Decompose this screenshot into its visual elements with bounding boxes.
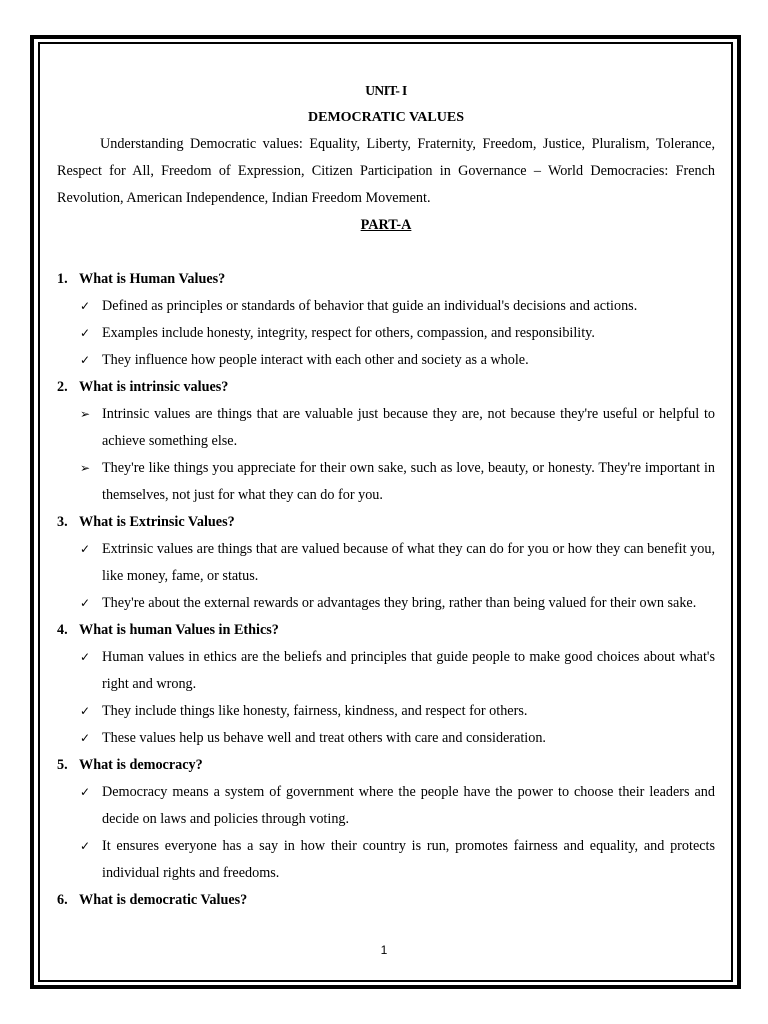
checkmark-bullet-icon: ✓ (80, 839, 91, 853)
question-heading (57, 617, 715, 644)
answer-item (57, 833, 715, 887)
part-heading: PART-A (360, 217, 412, 233)
section-title: DEMOCRATIC VALUES (308, 110, 464, 125)
answer-list (57, 644, 715, 752)
answer-text: Democracy means a system of government where the people have the power to choose their leaders and decide on laws and policies through voting. (102, 784, 715, 827)
checkmark-bullet-icon: ✓ (80, 299, 91, 313)
question-heading (57, 374, 715, 401)
answer-list (57, 293, 715, 374)
question-text: What is democracy? (79, 757, 203, 773)
answer-text: Human values in ethics are the beliefs and principles that guide people to make good choices about what's right and wrong. (102, 649, 715, 692)
answer-item (57, 455, 715, 509)
question-list (57, 266, 715, 914)
answer-text: Extrinsic values are things that are valued because of what they can do for you or how they can benefit you, like money, fame, or status. (102, 541, 715, 584)
checkmark-bullet-icon: ✓ (80, 596, 91, 610)
question-number: 4. (57, 622, 68, 638)
unit-heading: UNIT- I (365, 83, 407, 98)
page-number: 1 (380, 943, 388, 957)
answer-item (57, 536, 715, 590)
checkmark-bullet-icon: ✓ (80, 353, 91, 367)
answer-item (57, 698, 715, 725)
answer-item (57, 644, 715, 698)
checkmark-bullet-icon: ✓ (80, 542, 91, 556)
answer-item (57, 401, 715, 455)
question-text: What is Extrinsic Values? (79, 514, 235, 530)
answer-text: Intrinsic values are things that are valuable just because they are, not because they're useful or helpful to achieve something else. (102, 406, 715, 449)
answer-list (57, 536, 715, 617)
checkmark-bullet-icon: ✓ (80, 704, 91, 718)
checkmark-bullet-icon: ✓ (80, 731, 91, 745)
answer-text: They're about the external rewards or advantages they bring, rather than being valued for their own sake. (102, 595, 697, 611)
checkmark-bullet-icon: ✓ (80, 326, 91, 340)
answer-list (57, 779, 715, 887)
answer-item (57, 320, 715, 347)
answer-text: It ensures everyone has a say in how their country is run, promotes fairness and equality, and protects individual rights and freedoms. (102, 838, 715, 881)
answer-text: Examples include honesty, integrity, respect for others, compassion, and responsibility. (102, 325, 595, 341)
answer-text: They include things like honesty, fairness, kindness, and respect for others. (102, 703, 528, 719)
question-heading (57, 887, 715, 914)
answer-list (57, 401, 715, 509)
question-number: 2. (57, 379, 68, 395)
question-heading (57, 752, 715, 779)
answer-item (57, 779, 715, 833)
question-number: 3. (57, 514, 68, 530)
arrow-bullet-icon: ➢ (80, 461, 91, 475)
question-text: What is democratic Values? (79, 892, 248, 908)
question-number: 1. (57, 271, 68, 287)
checkmark-bullet-icon: ✓ (80, 650, 91, 664)
answer-text: They're like things you appreciate for their own sake, such as love, beauty, or honesty. They're important in themselves, not just for what they can do for you. (102, 460, 715, 503)
answer-item (57, 293, 715, 320)
answer-item (57, 725, 715, 752)
syllabus-intro: Understanding Democratic values: Equality, Liberty, Fraternity, Freedom, Justice, Pluralism, Tolerance, Respect for All, Freedom of Expression, Citizen Participation in Governance – World Democracies: French Revolution, American Independence, Indian Freedom Movement. (57, 136, 715, 206)
question-number: 5. (57, 757, 68, 773)
question-heading (57, 266, 715, 293)
question-heading (57, 509, 715, 536)
checkmark-bullet-icon: ✓ (80, 785, 91, 799)
document-body (57, 77, 715, 914)
answer-text: They influence how people interact with each other and society as a whole. (102, 352, 529, 368)
arrow-bullet-icon: ➢ (80, 407, 91, 421)
question-text: What is intrinsic values? (79, 379, 229, 395)
answer-text: Defined as principles or standards of behavior that guide an individual's decisions and actions. (102, 298, 638, 314)
answer-item (57, 347, 715, 374)
answer-text: These values help us behave well and treat others with care and consideration. (102, 730, 546, 746)
question-number: 6. (57, 892, 68, 908)
question-text: What is human Values in Ethics? (79, 622, 279, 638)
question-text: What is Human Values? (79, 271, 226, 287)
answer-item (57, 590, 715, 617)
